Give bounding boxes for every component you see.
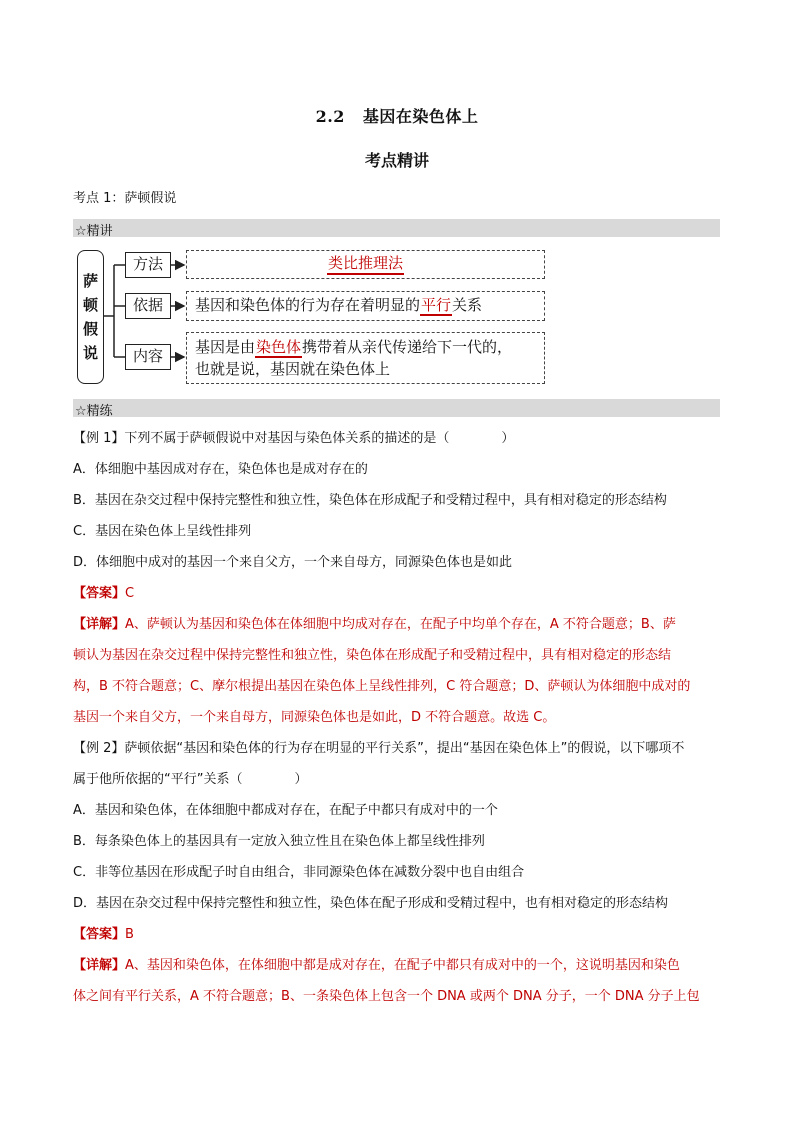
basis-box [186, 291, 545, 321]
ex2-exp-line: A、基因和染色体，在体细胞中都是成对存在，在配子中都只有成对中的一个，这说明基因和染色 [125, 958, 680, 973]
ex2-option-b: B．每条染色体上的基因具有一定放入独立性且在染色体上都呈线性排列 [73, 834, 485, 849]
ex1-answer [73, 578, 723, 609]
root-char: 顿 [82, 296, 98, 314]
method-label: 方法 [125, 252, 171, 278]
ex1-stem-text: 下列不属于萨顿假说中对基因与染色体关系的描述的是（ ） [124, 431, 515, 446]
ex2-exp-tag: 【详解】 [73, 958, 126, 973]
ex1-exp-line: 构，B 不符合题意；C、摩尔根提出基因在染色体上呈线性排列，C 符合题意；D、萨顿认为体细胞中成对的 [73, 679, 691, 694]
basis-text: 基因和染色体的行为存在着明显的 [195, 296, 421, 314]
root-char: 说 [82, 344, 98, 362]
jinglian-band [73, 399, 720, 417]
page-subtitle: 考点精讲 [364, 151, 429, 170]
content-label: 内容 [125, 344, 171, 370]
ex2-answer [73, 919, 723, 950]
ex2-stem-line: 属于他所依据的“平行”关系（ ） [73, 772, 308, 787]
ex1-exp-tag: 【详解】 [73, 617, 126, 632]
root-box-sadun-hypothesis [77, 250, 104, 384]
basis-label: 依据 [125, 293, 171, 319]
basis-keyword: 平行 [421, 296, 452, 314]
ex1-explanation [73, 609, 723, 733]
example-1 [73, 423, 723, 1012]
ex1-exp-line: 顿认为基因在杂交过程中保持完整性和独立性，染色体在形成配子和受精过程中，具有相对稳定的形态结 [73, 648, 672, 663]
ex1-answer-tag: 【答案】 [73, 586, 126, 601]
section-number: 2.2 [315, 107, 345, 126]
content-keyword: 染色体 [256, 338, 302, 356]
ex1-option-c: C．基因在染色体上呈线性排列 [73, 524, 252, 539]
ex2-stem [73, 733, 723, 764]
ex2-tag: 【例 2】 [73, 741, 125, 756]
ex2-option-c: C．非等位基因在形成配子时自由组合，非同源染色体在减数分裂中也自由组合 [73, 865, 525, 880]
content-box [186, 332, 545, 384]
root-char: 假 [82, 320, 98, 338]
ex2-answer-tag: 【答案】 [73, 927, 126, 942]
ex1-answer-value: C [125, 586, 135, 601]
ex1-exp-line: 基因一个来自父方，一个来自母方，同源染色体也是如此，D 不符合题意。故选 C。 [73, 710, 556, 725]
ex2-stem-line: 萨顿依据“基因和染色体的行为存在明显的平行关系”，提出“基因在染色体上”的假说，以下哪项不 [124, 741, 685, 756]
ex2-option-a: A．基因和染色体，在体细胞中都成对存在，在配子中都只有成对中的一个 [73, 803, 498, 818]
method-value: 类比推理法 [327, 254, 404, 275]
content-line-2: 也就是说，基因就在染色体上 [195, 360, 391, 378]
jingjiang-label: ☆精讲 [75, 224, 113, 239]
ex1-option-d: D．体细胞中成对的基因一个来自父方，一个来自母方，同源染色体也是如此 [73, 555, 513, 570]
ex2-answer-value: B [125, 927, 134, 942]
jinglian-label: ☆精练 [75, 404, 113, 419]
ex1-option-b: B．基因在杂交过程中保持完整性和独立性，染色体在形成配子和受精过程中，具有相对稳定的形态结构 [73, 493, 667, 508]
ex1-stem [73, 423, 723, 454]
ex2-option-d: D．基因在杂交过程中保持完整性和独立性，染色体在配子形成和受精过程中，也有相对稳定的形态结构 [73, 896, 669, 911]
ex1-exp-line: A、萨顿认为基因和染色体在体细胞中均成对存在，在配子中均单个存在，A 不符合题意；B、萨 [125, 617, 676, 632]
root-char: 萨 [82, 272, 98, 290]
method-box [186, 250, 545, 279]
basis-text-end: 关系 [452, 296, 483, 314]
topic-heading: 考点 1：萨顿假说 [73, 191, 177, 206]
ex1-tag: 【例 1】 [73, 431, 125, 446]
ex1-option-a: A．体细胞中基因成对存在，染色体也是成对存在的 [73, 462, 368, 477]
ex2-explanation [73, 950, 723, 1012]
section-title: 基因在染色体上 [362, 107, 479, 126]
content-text: 基因是由 [195, 338, 256, 356]
content-text-end: 携带着从亲代传递给下一代的， [302, 338, 513, 356]
ex2-exp-line: 体之间有平行关系，A 不符合题意；B、一条染色体上包含一个 DNA 或两个 DNA 分子，一个 DNA 分子上包 [73, 989, 700, 1004]
